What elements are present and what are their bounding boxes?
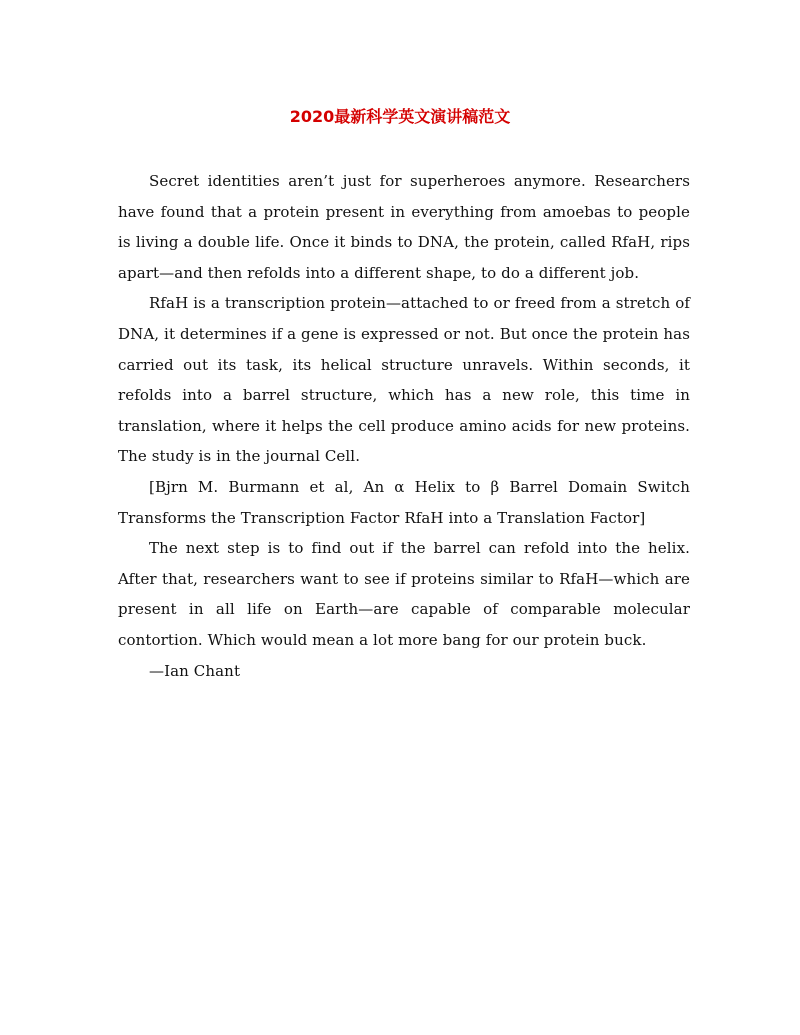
document-title: 2020最新科学英文演讲稿范文 bbox=[289, 107, 511, 126]
paragraph-secret-identities: Secret identities aren’t just for superheroes anymore. Researchers have found that a protein present in everything from amoebas to people is living a double life. Once it binds to DNA, the protein, called RfaH, rips apart—and then refolds into a different shape, to do a different job. bbox=[118, 172, 690, 282]
paragraph-rfah-transcription: RfaH is a transcription protein—attached to or freed from a stretch of DNA, it determines if a gene is expressed or not. But once the protein has carried out its task, its helical structure unravels. Within seconds, it refolds into a barrel structure, which has a new role, this time in translation, where it helps the cell produce amino acids for new proteins. The study is in the journal Cell. bbox=[118, 294, 690, 466]
paragraph-author: —Ian Chant bbox=[149, 661, 241, 680]
paragraph-citation: [Bjrn M. Burmann et al, An α Helix to β Barrel Domain Switch Transforms the Transcription Factor RfaH into a Translation Factor] bbox=[118, 477, 690, 527]
document-body bbox=[118, 166, 690, 686]
paragraph-next-step: The next step is to find out if the barrel can refold into the helix. After that, researchers want to see if proteins similar to RfaH—which are present in all life on Earth—are capable of comparable molecular contortion. Which would mean a lot more bang for our protein buck. bbox=[118, 539, 690, 649]
